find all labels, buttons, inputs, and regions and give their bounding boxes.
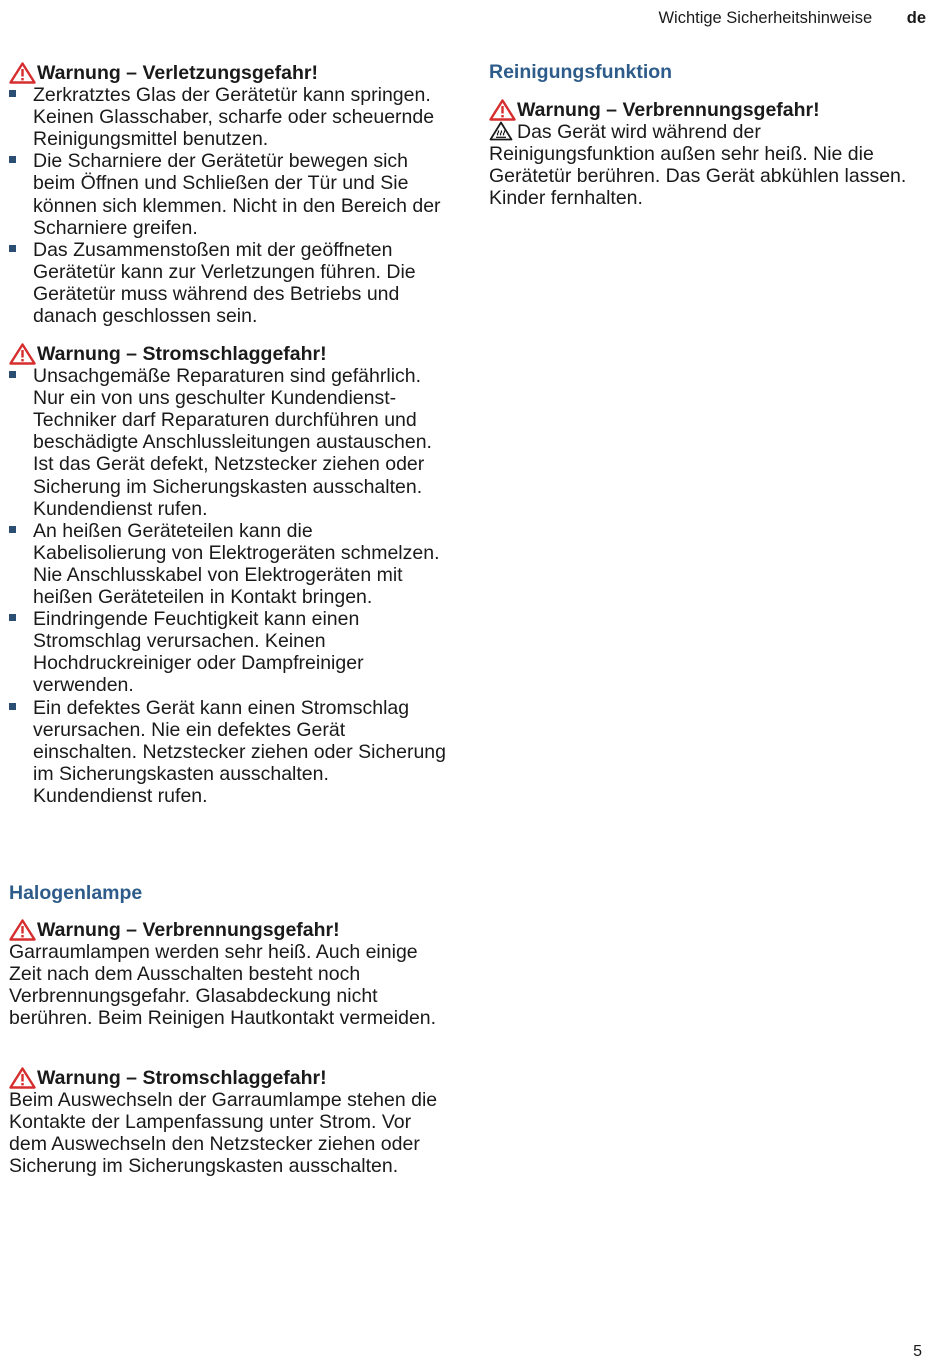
list-item [9, 608, 449, 696]
section-halogen-lamp [9, 882, 449, 904]
warning-list [9, 84, 449, 327]
header-section-title: Wichtige Sicherheitshinweise [658, 9, 873, 27]
warning-text: Garraumlampen werden sehr heiß. Auch einige Zeit nach dem Ausschalten besteht noch Verbrennungsgefahr. Glasabdeckung nicht berühren. Beim Reinigen Hautkontakt vermeiden. [9, 941, 437, 1030]
list-item [9, 150, 449, 238]
bullet-icon [9, 90, 16, 97]
warning-heading-text: Warnung – Verletzungsgefahr! [37, 62, 318, 84]
list-item-text: Ein defektes Gerät kann einen Stromschlag verursachen. Nie ein defektes Gerät einschalten. Netzstecker ziehen oder Sicherung im Sicherungskasten ausschalten. Kundendienst rufen. [33, 696, 446, 807]
list-item [9, 520, 449, 608]
warning-heading [9, 919, 449, 941]
warning-heading-text: Warnung – Stromschlaggefahr! [37, 343, 327, 365]
list-item [9, 697, 449, 807]
warning-triangle-icon [9, 62, 36, 84]
bullet-icon [9, 526, 16, 533]
warning-triangle-icon [9, 1067, 36, 1089]
list-item-text: An heißen Geräteteilen kann die Kabelisolierung von Elektrogeräten schmelzen. Nie Anschlusskabel von Elektrogeräten mit heißen Geräteteilen in Kontakt bringen. [33, 519, 440, 609]
warning-electric-shock [9, 343, 449, 807]
list-item [9, 84, 449, 150]
warning-heading-text: Warnung – Verbrennungsgefahr! [37, 919, 340, 941]
warning-text: Beim Auswechseln der Garraumlampe stehen die Kontakte der Lampenfassung unter Strom. Vor dem Auswechseln den Netzstecker ziehen oder Sicherung im Sicherungskasten ausschalten. [9, 1089, 438, 1178]
header-language: de [906, 9, 926, 27]
warning-electric-shock-lamp [9, 1067, 449, 1177]
list-item-text: Das Zusammenstoßen mit der geöffneten Gerätetür kann zur Verletzungen führen. Die Gerätetür muss während des Betriebs und danach geschlossen sein. [33, 238, 416, 328]
list-item-text: Eindringende Feuchtigkeit kann einen Stromschlag verursachen. Keinen Hochdruckreiniger oder Dampfreiniger verwenden. [33, 608, 364, 697]
warning-heading [489, 99, 919, 121]
warning-heading-text: Warnung – Stromschlaggefahr! [37, 1067, 327, 1089]
warning-triangle-icon [9, 343, 36, 365]
list-item-text: Die Scharniere der Gerätetür bewegen sich beim Öffnen und Schließen der Tür und Sie können sich klemmen. Nicht in den Bereich der Scharniere greifen. [33, 150, 441, 239]
list-item-text: Unsachgemäße Reparaturen sind gefährlich. Nur ein von uns geschulter Kundendienst-Techniker darf Reparaturen durchführen und beschädigte Anschlussleitungen austauschen. Ist das Gerät defekt, Netzstecker ziehen oder Sicherung im Sicherungskasten ausschalten. Kundendienst rufen. [33, 365, 432, 520]
warning-burn [9, 919, 449, 1029]
warning-injury [9, 62, 449, 327]
warning-heading [9, 1067, 449, 1089]
warning-text-block [489, 121, 919, 209]
warning-list [9, 365, 449, 807]
hot-surface-icon [489, 121, 513, 141]
warning-text: Das Gerät wird während der Reinigungsfunktion außen sehr heiß. Nie die Gerätetür berühren. Das Gerät abkühlen lassen. Kinder fernhalten. [489, 121, 907, 210]
page-header [658, 9, 926, 28]
warning-triangle-icon [9, 919, 36, 941]
warning-burn-cleaning [489, 99, 919, 209]
section-title: Reinigungsfunktion [489, 61, 673, 83]
warning-heading [9, 343, 449, 365]
bullet-icon [9, 156, 16, 163]
section-title: Halogenlampe [9, 882, 143, 904]
list-item [9, 239, 449, 327]
warning-heading [9, 62, 449, 84]
bullet-icon [9, 703, 16, 710]
bullet-icon [9, 614, 16, 621]
section-cleaning-function [489, 61, 919, 83]
warning-triangle-icon [489, 99, 516, 121]
bullet-icon [9, 245, 16, 252]
list-item-text: Zerkratztes Glas der Gerätetür kann springen. Keinen Glasschaber, scharfe oder scheuernde Reinigungsmittel benutzen. [33, 84, 435, 151]
list-item [9, 365, 449, 520]
page-number: 5 [913, 1343, 922, 1360]
warning-heading-text: Warnung – Verbrennungsgefahr! [517, 99, 820, 121]
bullet-icon [9, 371, 16, 378]
